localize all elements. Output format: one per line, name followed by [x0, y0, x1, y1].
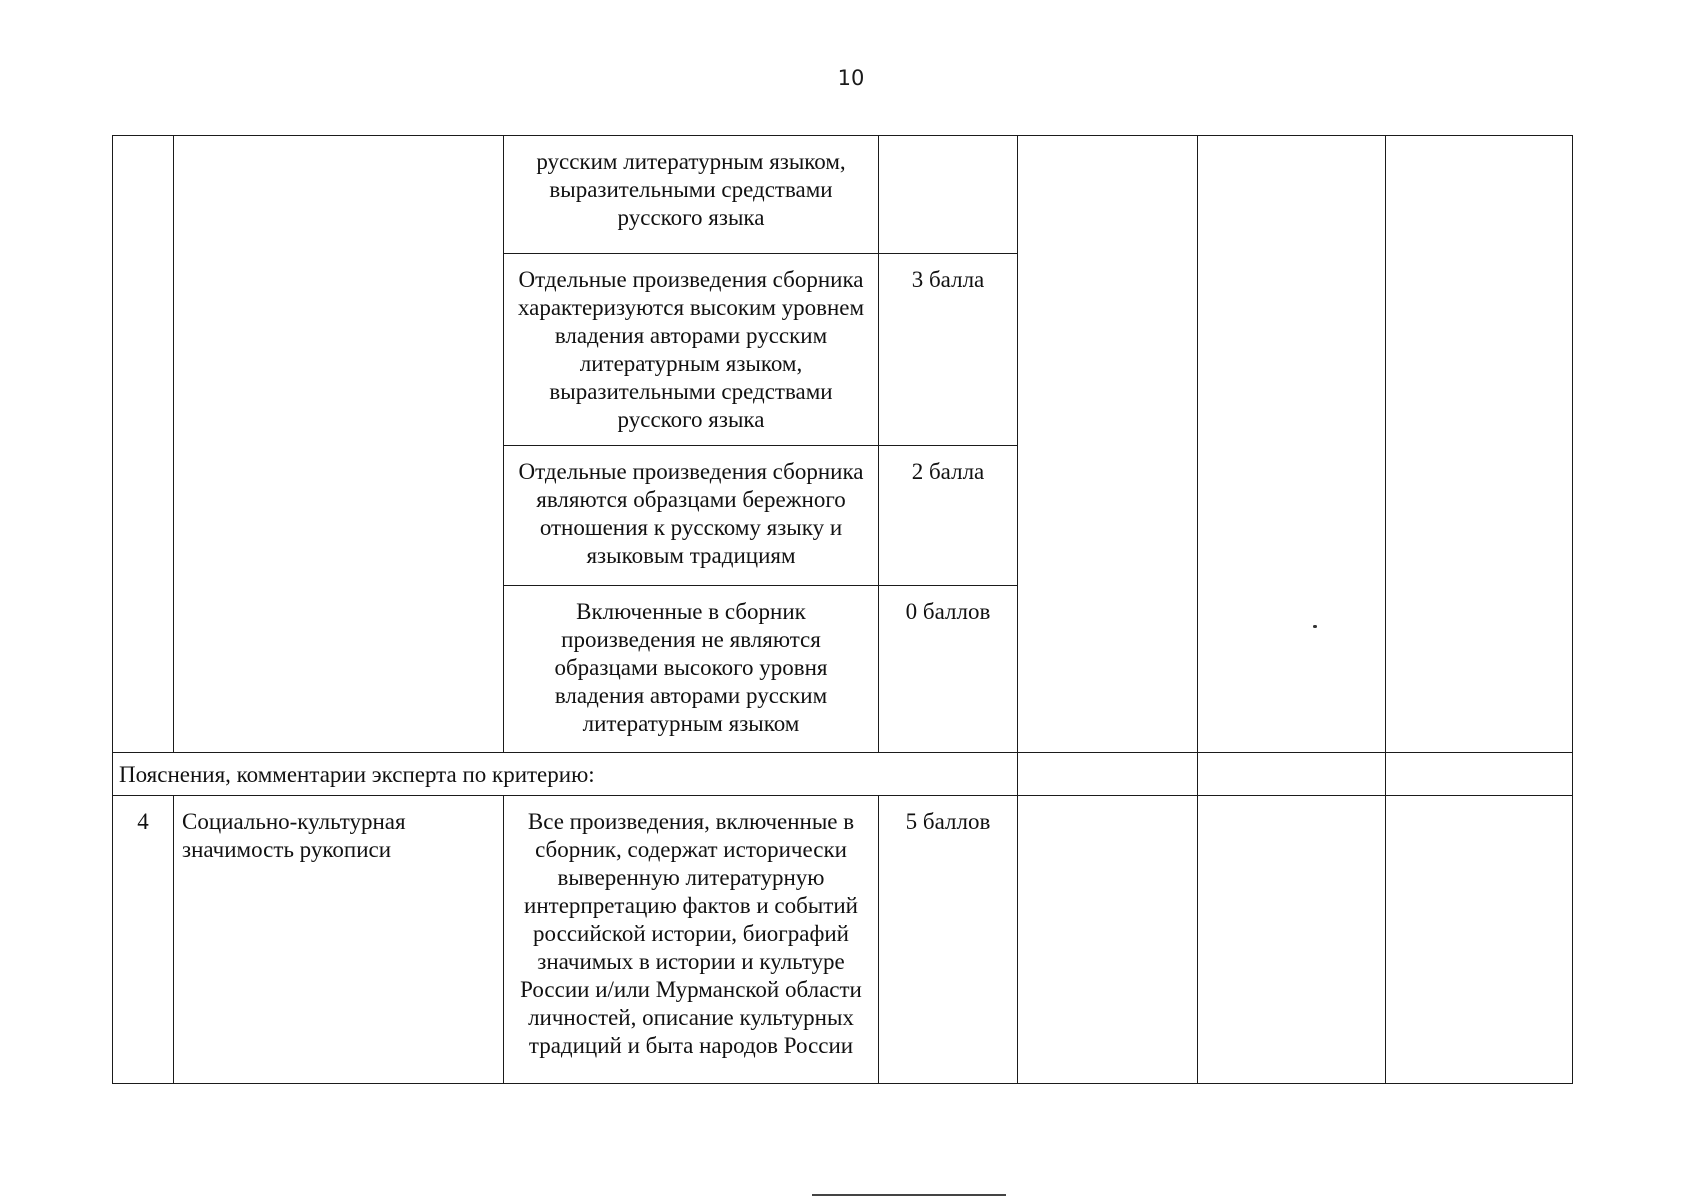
level-description: Отдельные произведения сборника являются образцами бережного отношения к русскому языку и языковым традициям: [504, 446, 879, 586]
criterion-name: Социально-культурная значимость рукописи: [174, 796, 504, 1084]
level-score: 5 баллов: [879, 796, 1018, 1084]
expert-score-cell-3[interactable]: [1386, 796, 1573, 1084]
criteria-table: [112, 135, 1573, 1084]
expert-comment-cell-3[interactable]: [1386, 753, 1573, 796]
expert-score-cell-1[interactable]: [1018, 796, 1198, 1084]
criterion-number-cell: [113, 136, 174, 753]
scan-speck: [1313, 625, 1317, 628]
level-score: 2 балла: [879, 446, 1018, 586]
level-description: русским литературным языком, выразительными средствами русского языка: [504, 136, 879, 254]
level-score: 0 баллов: [879, 586, 1018, 753]
expert-score-cell-1[interactable]: [1018, 136, 1198, 753]
table-row: [113, 796, 1573, 1084]
table-row: [113, 136, 1573, 254]
level-score: 3 балла: [879, 254, 1018, 446]
criterion-name-cell: [174, 136, 504, 753]
table-row: [113, 753, 1573, 796]
level-description: Отдельные произведения сборника характеризуются высоким уровнем владения авторами русским литературным языком, выразительными средствами русского языка: [504, 254, 879, 446]
level-description: Все произведения, включенные в сборник, содержат исторически выверенную литературную интерпретацию фактов и событий российской истории, биографий значимых в истории и культуре России и/или Мурманской области личностей, описание культурных традиций и быта народов России: [504, 796, 879, 1084]
page-number: 10: [837, 66, 865, 90]
level-description: Включенные в сборник произведения не являются образцами высокого уровня владения авторами русским литературным языком: [504, 586, 879, 753]
criterion-number: 4: [113, 796, 174, 1084]
expert-comment-cell-1[interactable]: [1018, 753, 1198, 796]
expert-score-cell-2[interactable]: [1198, 136, 1386, 753]
footer-rule: [812, 1194, 1006, 1196]
expert-comment-label: Пояснения, комментарии эксперта по критерию:: [113, 753, 1018, 796]
expert-score-cell-3[interactable]: [1386, 136, 1573, 753]
level-score: [879, 136, 1018, 254]
expert-comment-cell-2[interactable]: [1198, 753, 1386, 796]
expert-score-cell-2[interactable]: [1198, 796, 1386, 1084]
